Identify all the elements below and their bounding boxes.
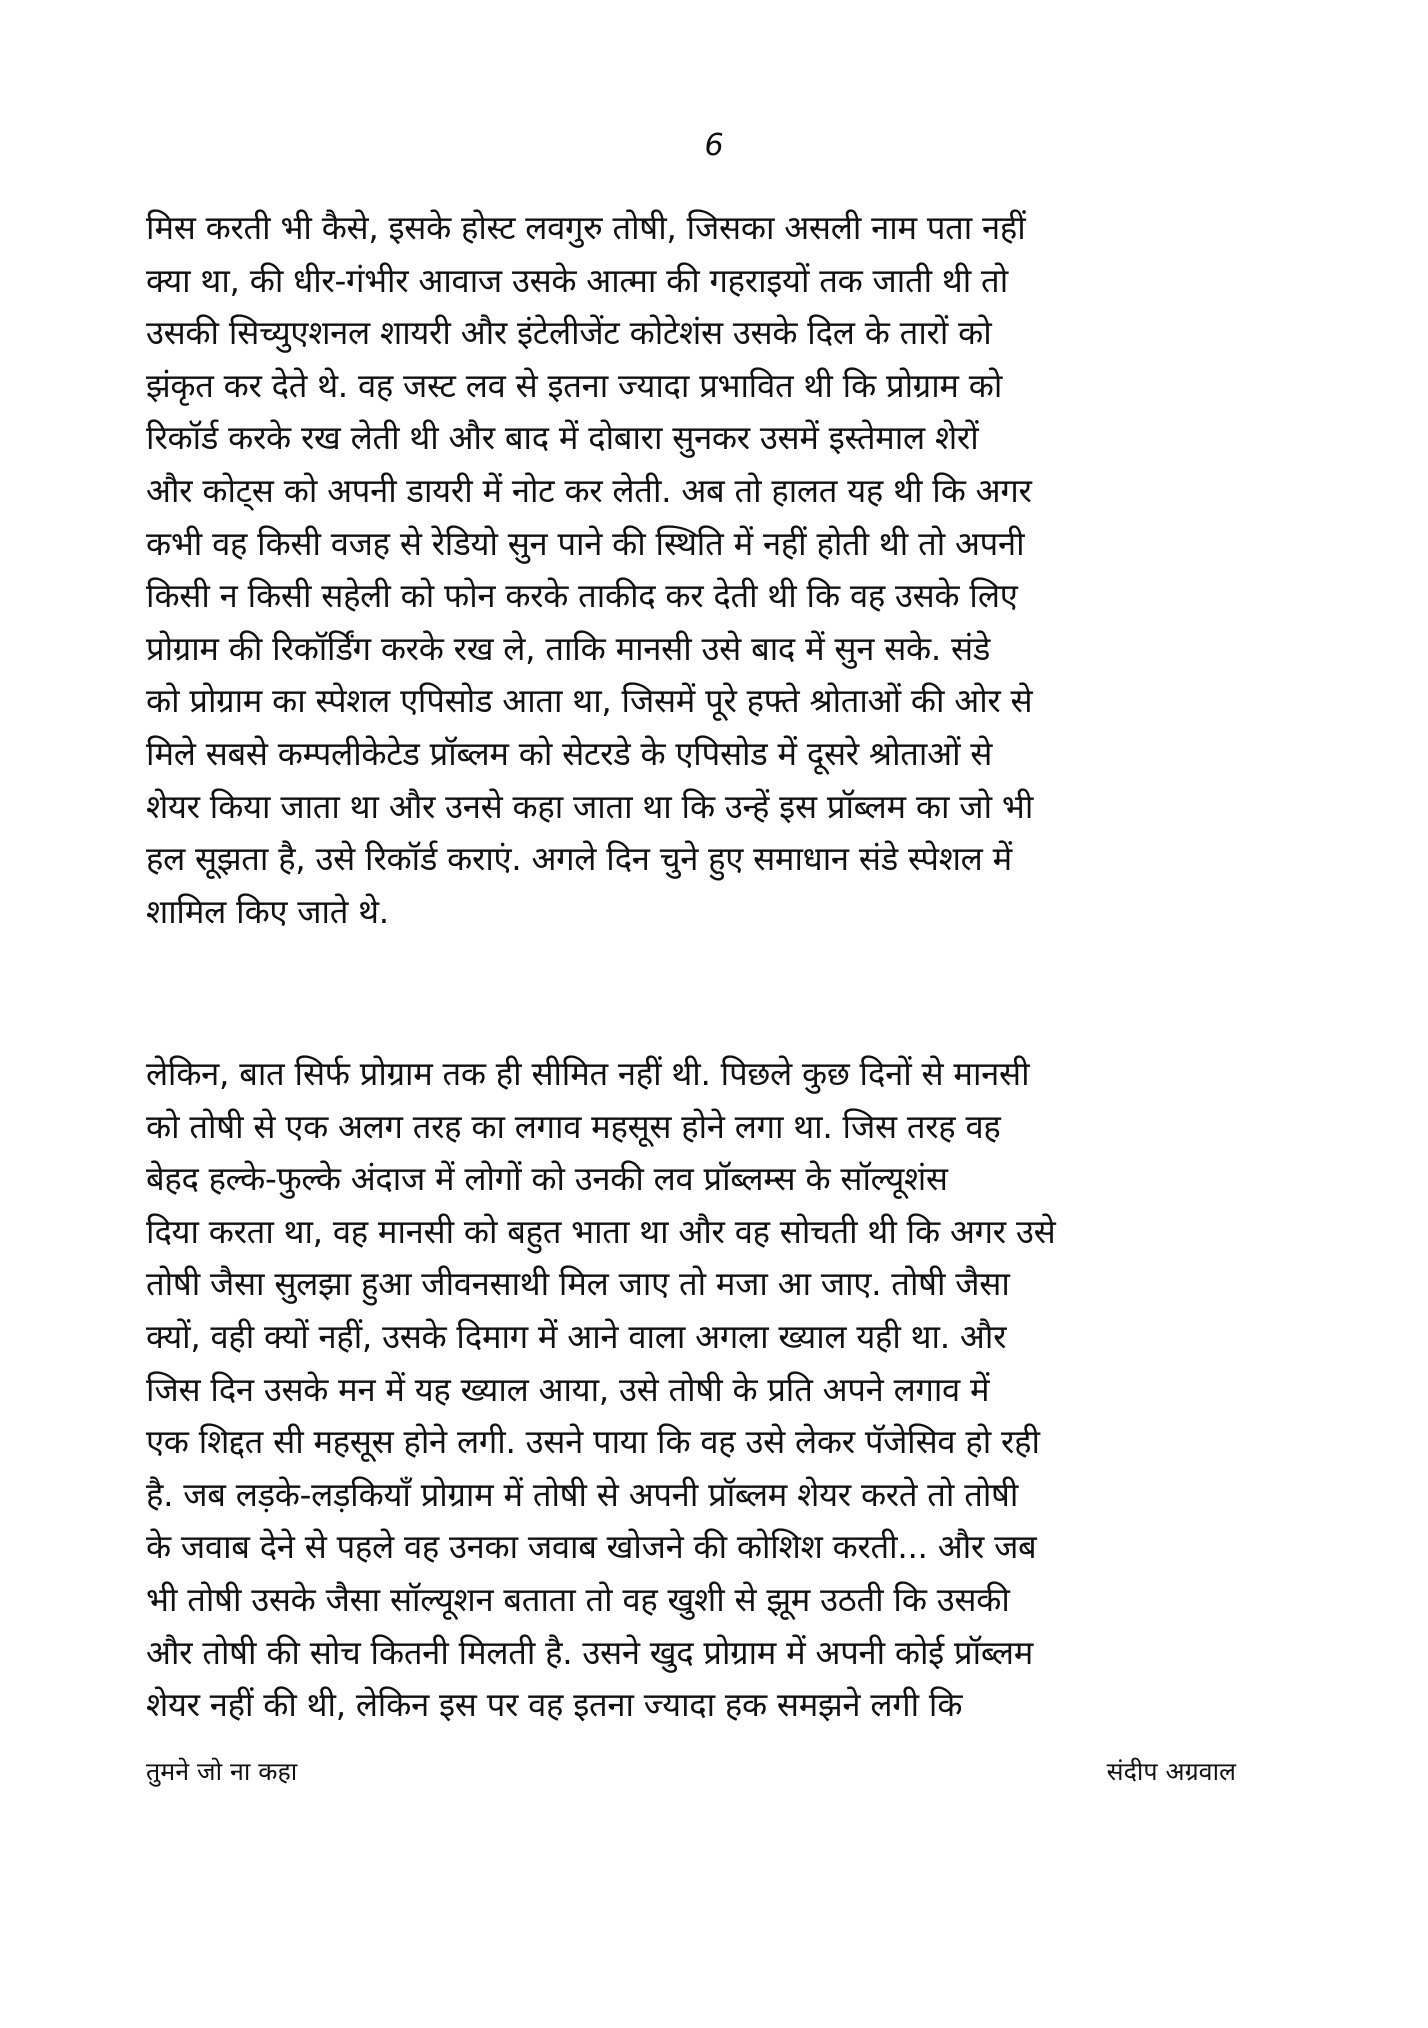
text-line: के जवाब देने से पहले वह उनका जवाब खोजने की कोशिश करती... और जब	[146, 1527, 1037, 1567]
text-line: को तोषी से एक अलग तरह का लगाव महसूस होने लगा था. जिस तरह वह	[146, 1106, 1001, 1146]
text-line: को प्रोग्राम का स्पेशल एपिसोड आता था, जिसमें पूरे हफ्ते श्रोताओं की ओर से	[146, 681, 1033, 721]
text-line: क्यों, वही क्यों नहीं, उसके दिमाग में आने वाला अगला ख्याल यही था. और	[146, 1316, 1007, 1356]
text-line: उसकी सिच्युएशनल शायरी और इंटेलीजेंट कोटेशंस उसके दिल के तारों को	[146, 313, 992, 353]
paragraph-2	[146, 1048, 1296, 1732]
text-line: लेकिन, बात सिर्फ प्रोग्राम तक ही सीमित नहीं थी. पिछले कुछ दिनों से मानसी	[146, 1054, 1030, 1093]
text-line: किसी न किसी सहेली को फोन करके ताकीद कर देती थी कि वह उसके लिए	[146, 576, 1018, 616]
text-line: शेयर नहीं की थी, लेकिन इस पर वह इतना ज्यादा हक समझने लगी कि	[146, 1685, 963, 1725]
text-line: प्रोग्राम की रिकॉर्डिंग करके रख ले, ताकि मानसी उसे बाद में सुन सके. संडे	[146, 628, 991, 668]
text-line: बेहद हल्के-फुल्के अंदाज में लोगों को उनकी लव प्रॉब्लम्स के सॉल्यूशंस	[146, 1159, 948, 1199]
paragraph-1	[146, 202, 1296, 938]
text-line: और तोषी की सोच कितनी मिलती है. उसने खुद प्रोग्राम में अपनी कोई प्रॉब्लम	[146, 1632, 1034, 1672]
text-line: शेयर किया जाता था और उनसे कहा जाता था कि उन्हें इस प्रॉब्लम का जो भी	[146, 786, 1034, 826]
text-line: भी तोषी उसके जैसा सॉल्यूशन बताता तो वह खुशी से झूम उठती कि उसकी	[146, 1579, 1010, 1619]
text-line: और कोट्स को अपनी डायरी में नोट कर लेती. अब तो हालत यह थी कि अगर	[146, 470, 1032, 510]
page-number: 6	[704, 128, 724, 163]
text-line: है. जब लड़के-लड़कियाँ प्रोग्राम में तोषी से अपनी प्रॉब्लम शेयर करते तो तोषी	[146, 1474, 1019, 1514]
text-line: जिस दिन उसके मन में यह ख्याल आया, उसे तोषी के प्रति अपने लगाव में	[146, 1369, 990, 1409]
text-line: झंकृत कर देते थे. वह जस्ट लव से इतना ज्यादा प्रभावित थी कि प्रोग्राम को	[146, 365, 1003, 405]
text-line: शामिल किए जाते थे.	[146, 891, 389, 931]
footer-author: संदीप अग्रवाल	[1106, 1757, 1236, 1786]
footer-book-title: तुमने जो ना कहा	[146, 1757, 298, 1786]
text-line: तोषी जैसा सुलझा हुआ जीवनसाथी मिल जाए तो मजा आ जाए. तोषी जैसा	[146, 1264, 1010, 1304]
text-line: क्या था, की धीर-गंभीर आवाज उसके आत्मा की गहराइयों तक जाती थी तो	[146, 260, 1008, 300]
text-line: कभी वह किसी वजह से रेडियो सुन पाने की स्थिति में नहीं होती थी तो अपनी	[146, 523, 1025, 563]
text-line: मिस करती भी कैसे, इसके होस्ट लवगुरु तोषी, जिसका असली नाम पता नहीं	[146, 208, 1026, 247]
text-line: मिले सबसे कम्पलीकेटेड प्रॉब्लम को सेटरडे के एपिसोड में दूसरे श्रोताओं से	[146, 733, 993, 773]
page-footer	[146, 1752, 1236, 1792]
text-line: हल सूझता है, उसे रिकॉर्ड कराएं. अगले दिन चुने हुए समाधान संडे स्पेशल में	[146, 839, 1012, 879]
text-line: रिकॉर्ड करके रख लेती थी और बाद में दोबारा सुनकर उसमें इस्तेमाल शेरों	[146, 418, 979, 458]
text-line: एक शिद्दत सी महसूस होने लगी. उसने पाया कि वह उसे लेकर पॅजेसिव हो रही	[146, 1422, 1040, 1462]
text-line: दिया करता था, वह मानसी को बहुत भाता था और वह सोचती थी कि अगर उसे	[146, 1211, 1056, 1251]
